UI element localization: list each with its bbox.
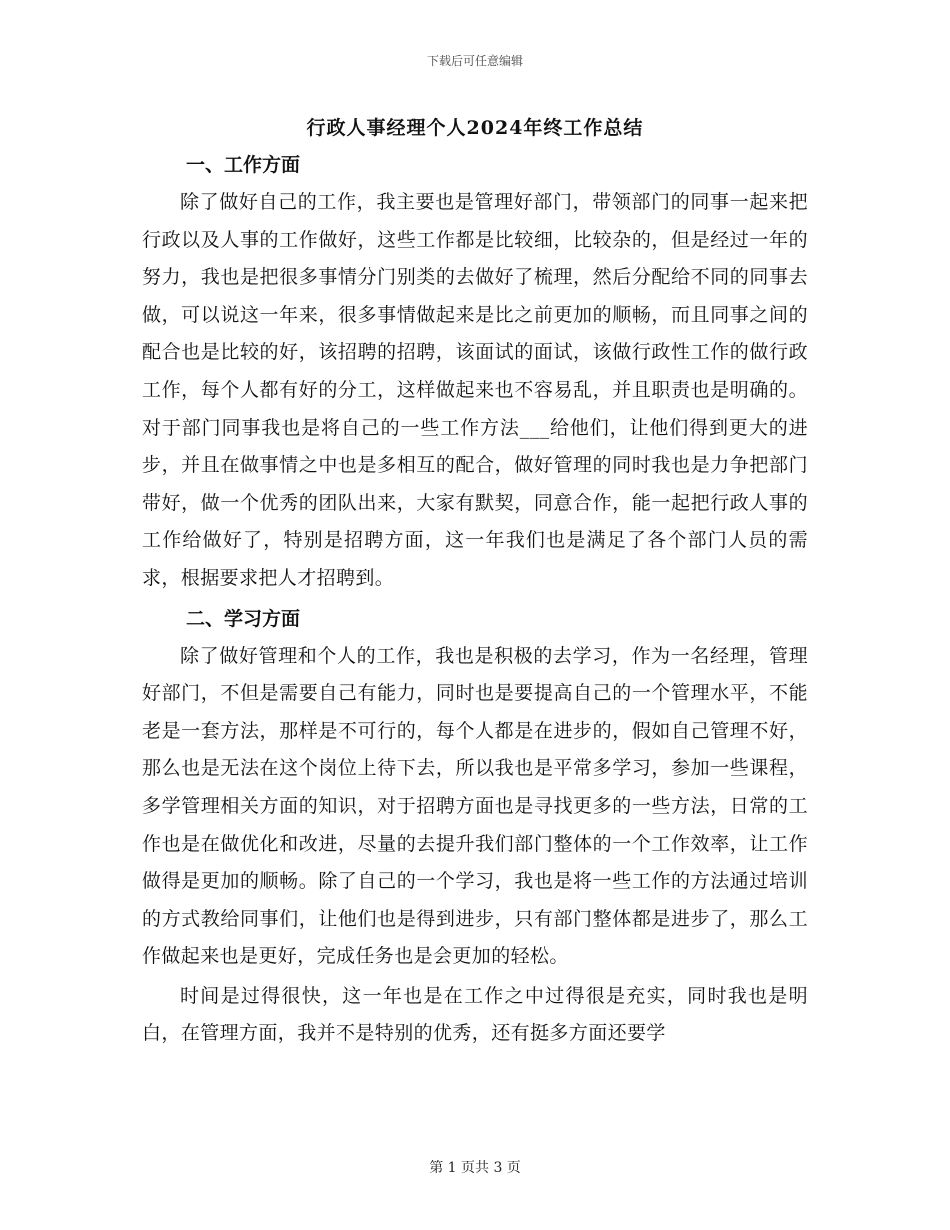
document-body (142, 146, 808, 1053)
paragraph-work: 除了做好自己的工作，我主要也是管理好部门，带领部门的同事一起来把行政以及人事的工作做好，这些工作都是比较细，比较杂的，但是经过一年的努力，我也是把很多事情分门别类的去做好了梳理，然后分配给不同的同事去做，可以说这一年来，很多事情做起来是比之前更加的顺畅，而且同事之间的配合也是比较的好，该招聘的招聘，该面试的面试，该做行政性工作的做行政工作，每个人都有好的分工，这样做起来也不容易乱，并且职责也是明确的。对于部门同事我也是将自己的一些工作方法___给他们，让他们得到更大的进步，并且在做事情之中也是多相互的配合，做好管理的同时我也是力争把部门带好，做一个优秀的团队出来，大家有默契，同意合作，能一起把行政人事的工作给做好了，特别是招聘方面，这一年我们也是满足了各个部门人员的需求，根据要求把人才招聘到。 (142, 191, 808, 589)
section-heading-work: 一、工作方面 (186, 154, 301, 176)
paragraph-study: 除了做好管理和个人的工作，我也是积极的去学习，作为一名经理，管理好部门，不但是需要自己有能力，同时也是要提高自己的一个管理水平，不能老是一套方法，那样是不可行的，每个人都是在进步的，假如自己管理不好，那么也是无法在这个岗位上待下去，所以我也是平常多学习，参加一些课程，多学管理相关方面的知识，对于招聘方面也是寻找更多的一些方法，日常的工作也是在做优化和改进，尽量的去提升我们部门整体的一个工作效率，让工作做得是更加的顺畅。除了自己的一个学习，我也是将一些工作的方法通过培训的方式教给同事们，让他们也是得到进步，只有部门整体都是进步了，那么工作做起来也是更好，完成任务也是会更加的轻松。 (142, 644, 808, 968)
section-heading-study: 二、学习方面 (186, 607, 301, 630)
document-title: 行政人事经理个人2024年终工作总结 (306, 117, 644, 139)
page-number: 第 1 页共 3 页 (429, 1160, 521, 1176)
header-note: 下载后可任意编辑 (426, 54, 523, 68)
paragraph-summary: 时间是过得很快，这一年也是在工作之中过得很是充实，同时我也是明白，在管理方面，我并不是特别的优秀，还有挺多方面还要学 (142, 984, 808, 1045)
